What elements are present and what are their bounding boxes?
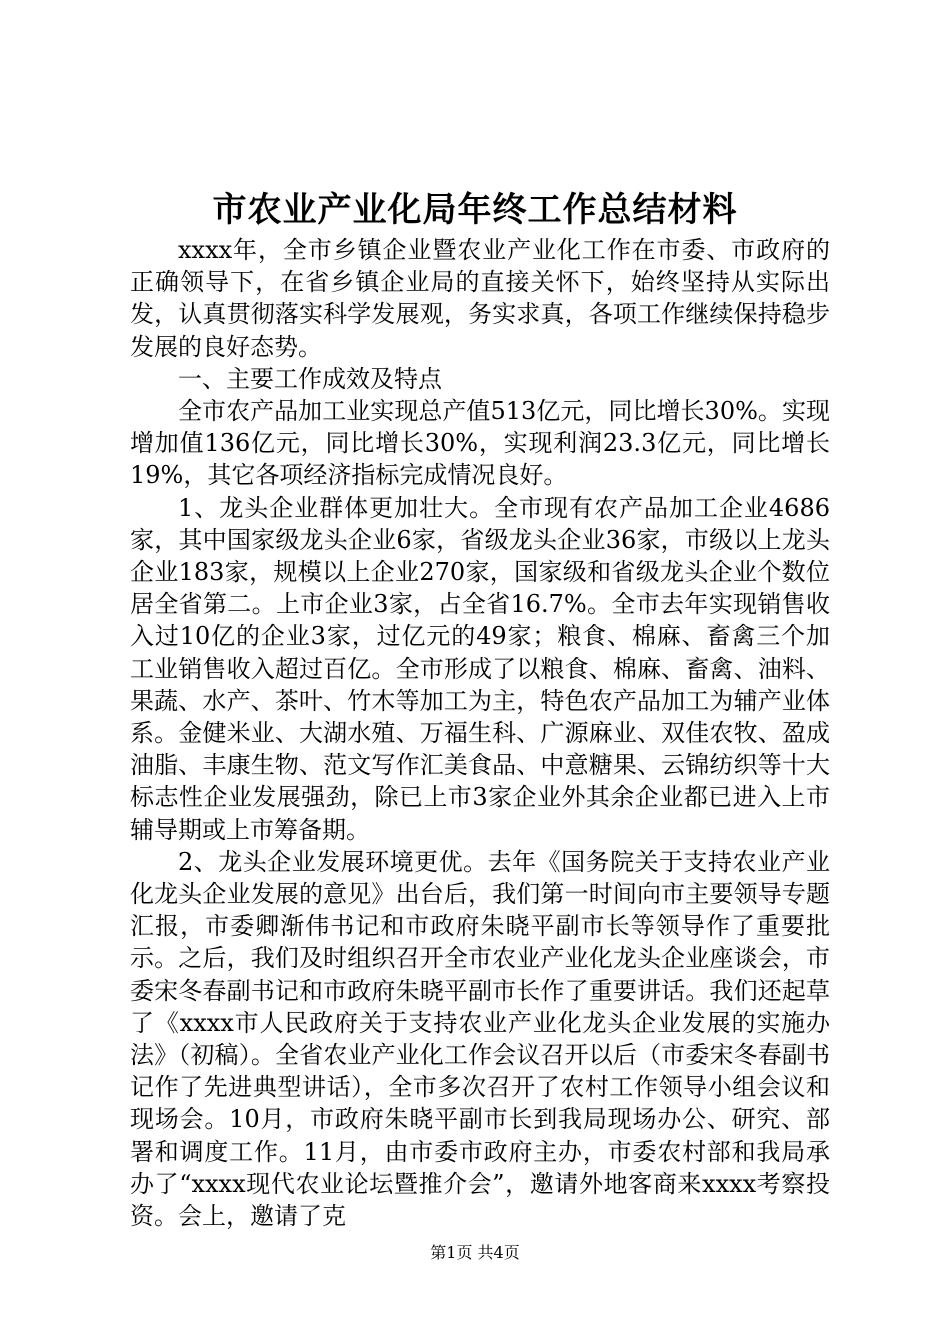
point-2-paragraph: 2、龙头企业发展环境更优。去年《国务院关于支持农业产业化龙头企业发展的意见》出台后，我们第一时间向市主要领导专题汇报，市委卿渐伟书记和市政府朱晓平副市长等领导作了重要批示。之后，我们及时组织召开全市农业产业化龙头企业座谈会，市委宋冬春副书记和市政府朱晓平副市长作了重要讲话。我们还起草了《xxxx市人民政府关于支持农业产业化龙头企业发展的实施办法》（初稿）。全省农业产业化工作会议召开以后（市委宋冬春副书记作了先进典型讲话），全市多次召开了农村工作领导小组会议和现场会。10月，市政府朱晓平副市长到我局现场办公、研究、部署和调度工作。11月，由市委市政府主办，市委农村部和我局承办了“xxxx现代农业论坛暨推介会”，邀请外地客商来xxxx考察投资。会上，邀请了克: [130, 847, 830, 1231]
page-footer: 第1页 共4页: [430, 1243, 520, 1262]
intro-paragraph: xxxx年，全市乡镇企业暨农业产业化工作在市委、市政府的正确领导下，在省乡镇企业局的直接关怀下，始终坚持从实际出发，认真贯彻落实科学发展观，务实求真，各项工作继续保持稳步发展的良好态势。: [130, 236, 830, 361]
document-body: [130, 234, 830, 1232]
summary-paragraph: 全市农产品加工业实现总产值513亿元，同比增长30%。实现增加值136亿元，同比增长30%，实现利润23.3亿元，同比增长19%，其它各项经济指标完成情况良好。: [130, 397, 830, 490]
section-heading: 一、主要工作成效及特点: [178, 364, 442, 393]
point-1-paragraph: 1、龙头企业群体更加壮大。全市现有农产品加工企业4686家，其中国家级龙头企业6家，省级龙头企业36家，市级以上龙头企业183家，规模以上企业270家，国家级和省级龙头企业个数位居全省第二。上市企业3家，占全省16.7%。全市去年实现销售收入过10亿的企业3家，过亿元的49家；粮食、棉麻、畜禽三个加工业销售收入超过百亿。全市形成了以粮食、棉麻、畜禽、油料、果蔬、水产、茶叶、竹木等加工为主，特色农产品加工为辅产业体系。金健米业、大湖水殖、万福生科、广源麻业、双佳农牧、盈成油脂、丰康生物、范文写作汇美食品、中意糖果、云锦纺织等十大标志性企业发展强劲，除已上市3家企业外其余企业都已进入上市辅导期或上市筹备期。: [130, 493, 830, 844]
document-title: 市农业产业化局年终工作总结材料: [212, 190, 738, 230]
